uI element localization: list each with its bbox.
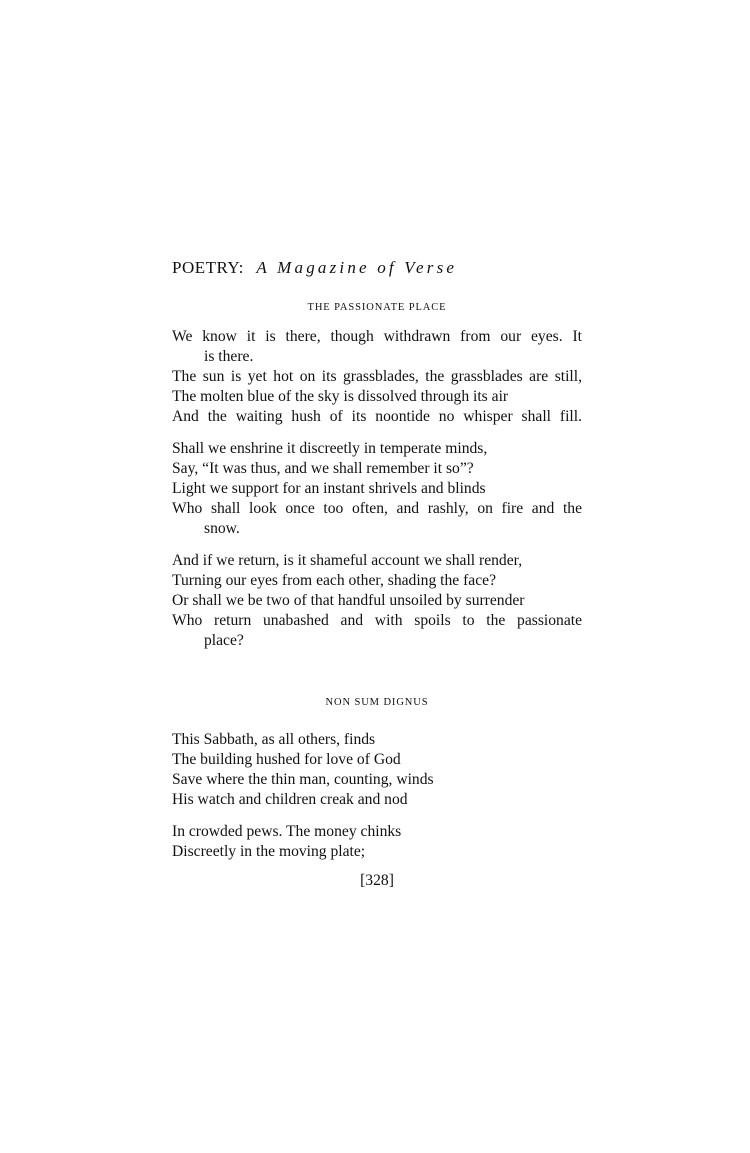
poem-title: THE PASSIONATE PLACE [307, 302, 447, 313]
poem-line: The molten blue of the sky is dissolved through its air [172, 388, 509, 405]
running-header [172, 258, 582, 284]
poem-line: In crowded pews. The money chinks [172, 823, 402, 840]
poem-line: Who shall look once too often, and rashly, on fire and the [172, 500, 582, 517]
poem-title: NON SUM DIGNUS [325, 697, 429, 708]
poem-line: And the waiting hush of its noontide no whisper shall fill. [172, 408, 582, 425]
stanza [172, 551, 582, 651]
page-number: [328] [360, 872, 394, 889]
stanza [172, 327, 582, 427]
journal-subtitle: A Magazine of Verse [256, 258, 458, 277]
poem-line-continuation: place? [204, 632, 244, 649]
poem-line: Discreetly in the moving plate; [172, 843, 366, 860]
poem-line-continuation: snow. [204, 520, 240, 537]
poem-line: His watch and children creak and nod [172, 791, 408, 808]
poem-line: Light we support for an instant shrivels and blinds [172, 480, 486, 497]
poem-line: The sun is yet hot on its grassblades, the grassblades are still, [172, 368, 582, 385]
poem-line: Who return unabashed and with spoils to the passionate [172, 612, 582, 629]
poem-line-continuation: is there. [204, 348, 254, 365]
poem-non-sum-dignus [172, 730, 582, 862]
poem-line: The building hushed for love of God [172, 751, 401, 768]
poem-line: Or shall we be two of that handful unsoiled by surrender [172, 592, 525, 609]
journal-name: POETRY: [172, 258, 244, 277]
poem-line: This Sabbath, as all others, finds [172, 731, 376, 748]
poem-line: We know it is there, though withdrawn from our eyes. It [172, 328, 582, 345]
poem-line: Turning our eyes from each other, shading the face? [172, 572, 496, 589]
poem-the-passionate-place [172, 327, 582, 651]
stanza [172, 439, 582, 539]
page-content [172, 258, 582, 890]
poem-line: Say, “It was thus, and we shall remember it so”? [172, 460, 474, 477]
poem-line: Save where the thin man, counting, winds [172, 771, 434, 788]
poem-line: Shall we enshrine it discreetly in temperate minds, [172, 440, 488, 457]
stanza [172, 822, 582, 862]
poem-line: And if we return, is it shameful account we shall render, [172, 552, 523, 569]
stanza [172, 730, 582, 810]
